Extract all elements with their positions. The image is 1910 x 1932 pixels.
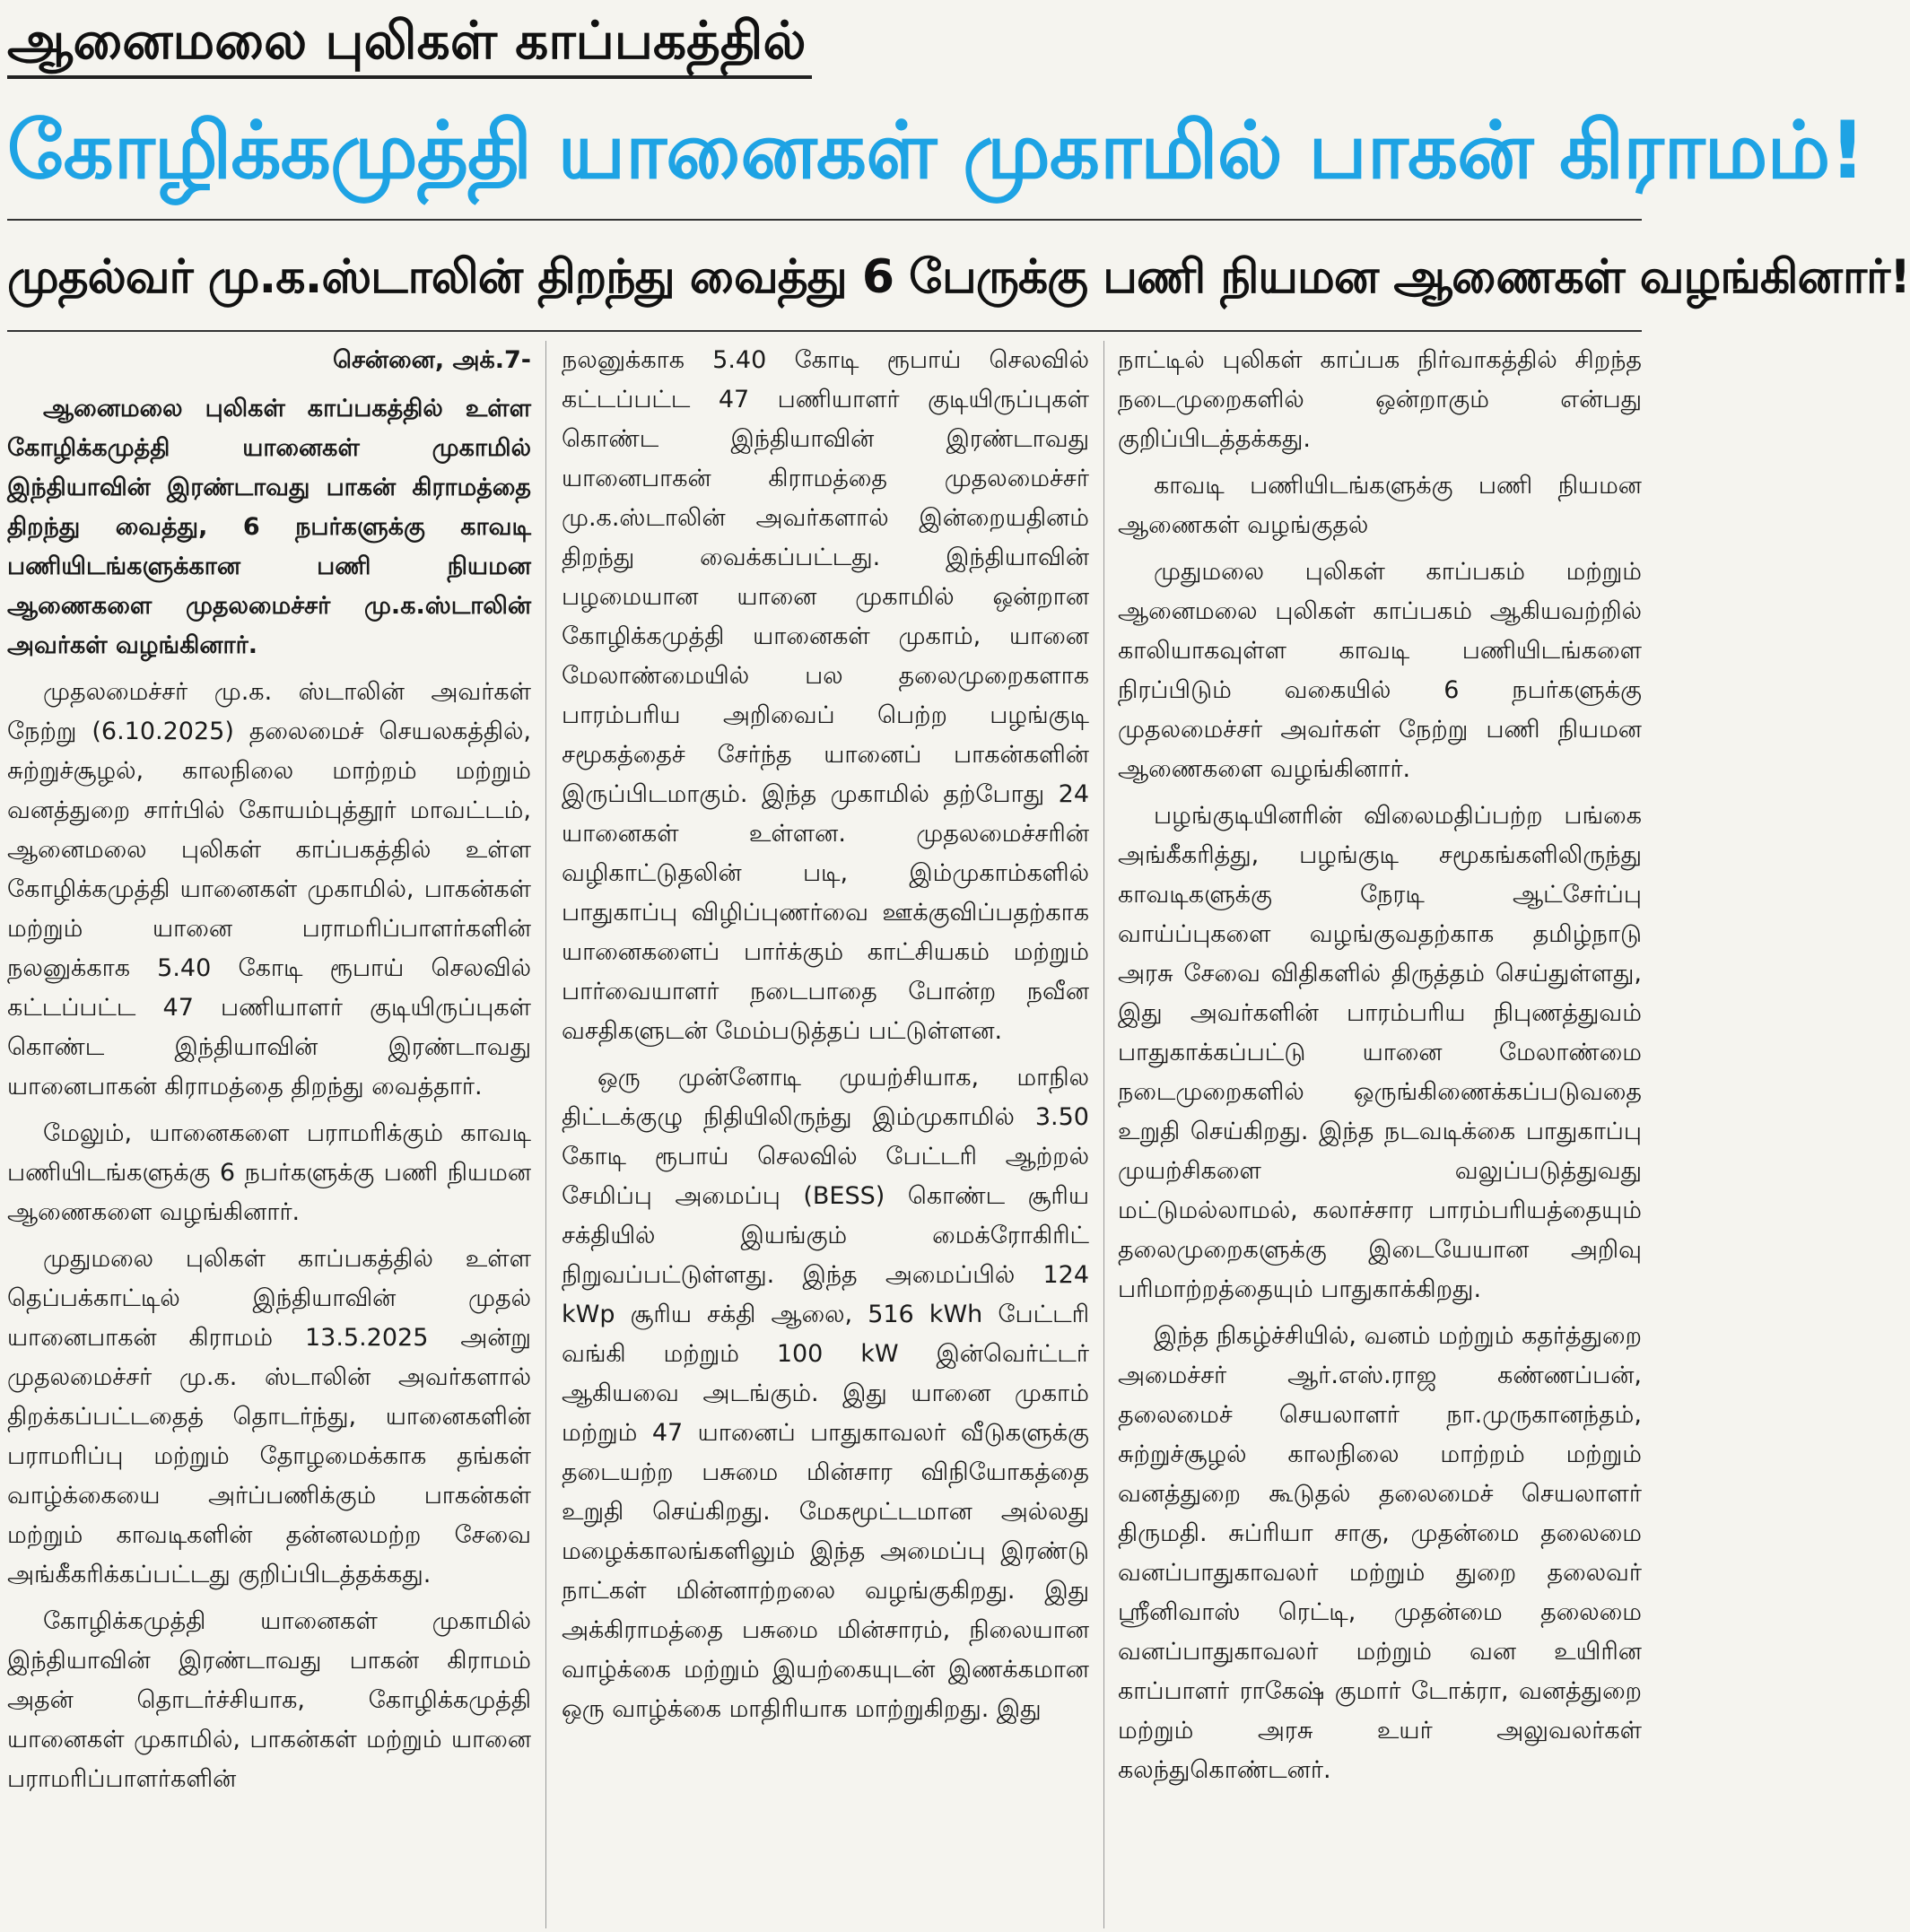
column-divider [1103,341,1104,1928]
body-paragraph: நலனுக்காக 5.40 கோடி ரூபாய் செலவில் கட்டப்பட்ட 47 பணியாளர் குடியிருப்புகள் கொண்ட இந்தியாவின் இரண்டாவது யானைபாகன் கிராமத்தை முதலமைச்சர் மு.க.ஸ்டாலின் அவர்களால் இன்றையதினம் திறந்து வைக்கப்பட்டது. இந்தியாவின் பழமையான யானை முகாமில் ஒன்றான கோழிக்கமுத்தி யானைகள் முகாம், யானை மேலாண்மையில் பல தலைமுறைகளாக பாரம்பரிய அறிவைப் பெற்ற பழங்குடி சமூகத்தைச் சேர்ந்த யானைப் பாகன்களின் இருப்பிடமாகும். இந்த முகாமில் தற்போது 24 யானைகள் உள்ளன. முதலமைச்சரின் வழிகாட்டுதலின் படி, இம்முகாம்களில் பாதுகாப்பு விழிப்புணர்வை ஊக்குவிப்பதற்காக யானைகளைப் பார்க்கும் காட்சியகம் மற்றும் பார்வையாளர் நடைபாதை போன்ற நவீன வசதிகளுடன் மேம்படுத்தப் பட்டுள்ளன. [562,346,1089,1045]
body-paragraph: மேலும், யானைகளை பராமரிக்கும் காவடி பணியிடங்களுக்கு 6 நபர்களுக்கு பணி நியமன ஆணைகளை வழங்கினார். [7,1119,531,1226]
body-paragraph: கோழிக்கமுத்தி யானைகள் முகாமில் இந்தியாவின் இரண்டாவது பாகன் கிராமம் அதன் தொடர்ச்சியாக, கோழிக்கமுத்தி யானைகள் முகாமில், பாகன்கள் மற்றும் யானை பராமரிப்பாளர்களின் [7,1607,531,1793]
body-paragraph: முதலமைச்சர் மு.க. ஸ்டாலின் அவர்கள் நேற்று (6.10.2025) தலைமைச் செயலகத்தில், சுற்றுச்சூழல், காலநிலை மாற்றம் மற்றும் வனத்துறை சார்பில் கோயம்புத்தூர் மாவட்டம், ஆனைமலை புலிகள் காப்பகத்தில் உள்ள கோழிக்கமுத்தி யானைகள் முகாமில், பாகன்கள் மற்றும் யானை பராமரிப்பாளர்களின் நலனுக்காக 5.40 கோடி ரூபாய் செலவில் கட்டப்பட்ட 47 பணியாளர் குடியிருப்புகள் கொண்ட இந்தியாவின் இரண்டாவது யானைபாகன் கிராமத்தை திறந்து வைத்தார். [7,678,531,1101]
column-2 [562,341,1089,1928]
divider [7,330,1642,332]
body-paragraph: நாட்டில் புலிகள் காப்பக நிர்வாகத்தில் சிறந்த நடைமுறைகளில் ஒன்றாகும் என்பது குறிப்பிடத்தக்கது. [1118,346,1642,453]
column-divider [545,341,546,1928]
section-subheading: காவடி பணியிடங்களுக்கு பணி நியமன ஆணைகள் வழங்குதல் [1118,472,1642,539]
lead-paragraph: ஆனைமலை புலிகள் காப்பகத்தில் உள்ள கோழிக்கமுத்தி யானைகள் முகாமில் இந்தியாவின் இரண்டாவது பாகன் கிராமத்தை திறந்து வைத்து, 6 நபர்களுக்கு காவடி பணியிடங்களுக்கான பணி நியமன ஆணைகளை முதலமைச்சர் மு.க.ஸ்டாலின் அவர்கள் வழங்கினார். [7,395,531,659]
body-paragraph: ஒரு முன்னோடி முயற்சியாக, மாநில திட்டக்குழு நிதியிலிருந்து இம்முகாமில் 3.50 கோடி ரூபாய் செலவில் பேட்டரி ஆற்றல் சேமிப்பு அமைப்பு (BESS) கொண்ட சூரிய சக்தியில் இயங்கும் மைக்ரோகிரிட் நிறுவப்பட்டுள்ளது. இந்த அமைப்பில் 124 kWp சூரிய சக்தி ஆலை, 516 kWh பேட்டரி வங்கி மற்றும் 100 kW இன்வெர்ட்டர் ஆகியவை அடங்கும். இது யானை முகாம் மற்றும் 47 யானைப் பாதுகாவலர் வீடுகளுக்கு தடையற்ற பசுமை மின்சார விநியோகத்தை உறுதி செய்கிறது. மேகமூட்டமான அல்லது மழைக்காலங்களிலும் இந்த அமைப்பு இரண்டு நாட்கள் மின்னாற்றலை வழங்குகிறது. இது அக்கிராமத்தை பசுமை மின்சாரம், நிலையான வாழ்க்கை மற்றும் இயற்கையுடன் இணக்கமான ஒரு வாழ்க்கை மாதிரியாக மாற்றுகிறது. இது [562,1064,1089,1723]
body-paragraph: இந்த நிகழ்ச்சியில், வனம் மற்றும் கதர்த்துறை அமைச்சர் ஆர்.எஸ்.ராஜ கண்ணப்பன், தலைமைச் செயலாளர் நா.முருகானந்தம், சுற்றுச்சூழல் காலநிலை மாற்றம் மற்றும் வனத்துறை கூடுதல் தலைமைச் செயலாளர் திருமதி. சுப்ரியா சாகு, முதன்மை தலைமை வனப்பாதுகாவலர் மற்றும் துறை தலைவர் ஸ்ரீனிவாஸ் ரெட்டி, முதன்மை தலைமை வனப்பாதுகாவலர் மற்றும் வன உயிரின காப்பாளர் ராகேஷ் குமார் டோக்ரா, வனத்துறை மற்றும் அரசு உயர் அலுவலர்கள் கலந்துகொண்டனர். [1118,1322,1642,1784]
article-subhead: முதல்வர் மு.க.ஸ்டாலின் திறந்து வைத்து 6 பேருக்கு பணி நியமன ஆணைகள் வழங்கினார்! [7,250,1910,304]
body-paragraph: பழங்குடியினரின் விலைமதிப்பற்ற பங்கை அங்கீகரித்து, பழங்குடி சமூகங்களிலிருந்து காவடிகளுக்கு நேரடி ஆட்சேர்ப்பு வாய்ப்புகளை வழங்குவதற்காக தமிழ்நாடு அரசு சேவை விதிகளில் திருத்தம் செய்துள்ளது, இது அவர்களின் பாரம்பரிய நிபுணத்துவம் பாதுகாக்கப்பட்டு யானை மேலாண்மை நடைமுறைகளில் ஒருங்கிணைக்கப்படுவதை உறுதி செய்கிறது. இந்த நடவடிக்கை பாதுகாப்பு முயற்சிகளை வலுப்படுத்துவது மட்டுமல்லாமல், கலாச்சார பாரம்பரியத்தையும் தலைமுறைகளுக்கு இடையேயான அறிவு பரிமாற்றத்தையும் பாதுகாக்கிறது. [1118,802,1642,1303]
article-kicker: ஆனைமலை புலிகள் காப்பகத்தில் [7,5,812,79]
column-1 [7,341,531,1928]
dateline: சென்னை, அக்.7- [332,346,531,374]
article-headline: கோழிக்கமுத்தி யானைகள் முகாமில் பாகன் கிராமம்! [7,104,1865,196]
divider [7,219,1642,221]
body-paragraph: முதுமலை புலிகள் காப்பகத்தில் உள்ள தெப்பக்காட்டில் இந்தியாவின் முதல் யானைபாகன் கிராமம் 13.5.2025 அன்று முதலமைச்சர் மு.க. ஸ்டாலின் அவர்களால் திறக்கப்பட்டதைத் தொடர்ந்து, யானைகளின் பராமரிப்பு மற்றும் தோழமைக்காக தங்கள் வாழ்க்கையை அர்ப்பணிக்கும் பாகன்கள் மற்றும் காவடிகளின் தன்னலமற்ற சேவை அங்கீகரிக்கப்பட்டது குறிப்பிடத்தக்கது. [7,1245,531,1588]
body-paragraph: முதுமலை புலிகள் காப்பகம் மற்றும் ஆனைமலை புலிகள் காப்பகம் ஆகியவற்றில் காலியாகவுள்ள காவடி பணியிடங்களை நிரப்பிடும் வகையில் 6 நபர்களுக்கு முதலமைச்சர் அவர்கள் நேற்று பணி நியமன ஆணைகளை வழங்கினார். [1118,558,1642,783]
column-3 [1118,341,1642,1928]
